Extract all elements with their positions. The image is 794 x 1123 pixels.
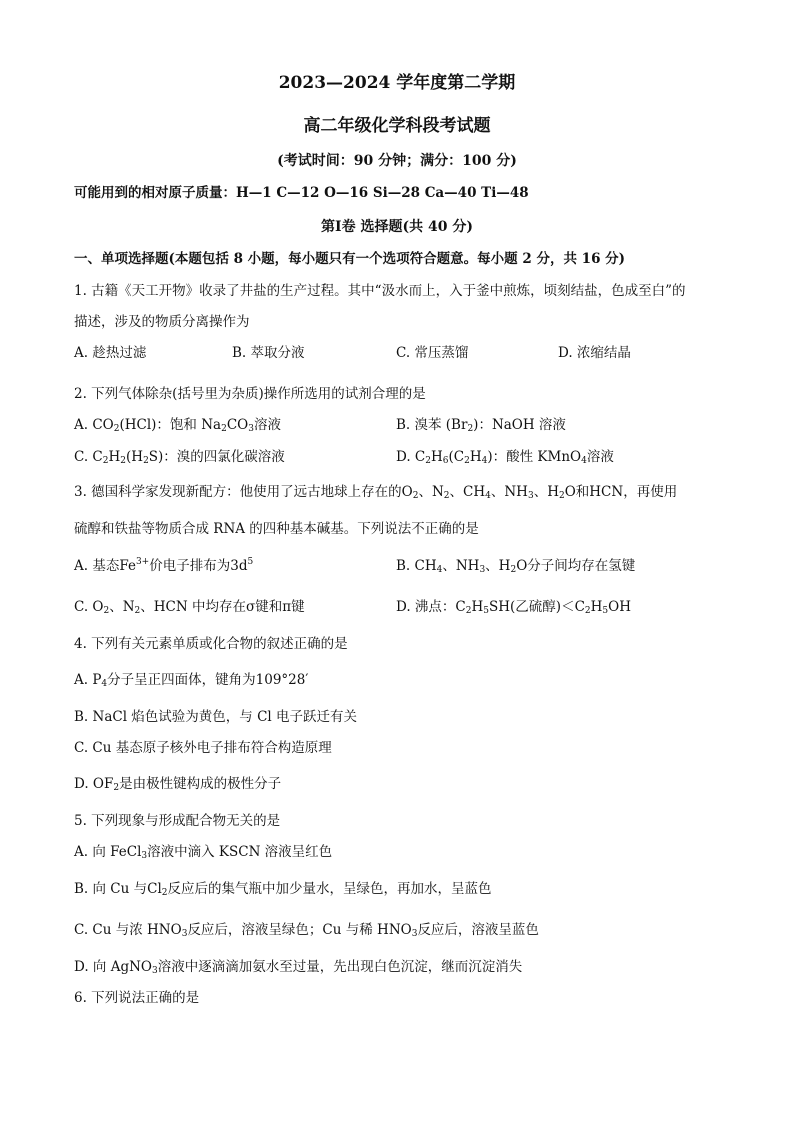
q3-option-b: B. $CH_4$、$NH_3$、$H_2O$分子间均存在氢键	[396, 558, 636, 575]
q1-option-c: C. 常压蒸馏	[396, 345, 469, 361]
q2-option-b: B. 溴苯 $(Br_2)$：NaOH 溶液	[396, 417, 566, 434]
q2-option-a: A. $CO_2(HCl)$：饱和 $Na_2CO_3$溶液	[74, 417, 281, 434]
q5-option-b: B. 向 Cu 与$Cl_2$反应后的集气瓶中加少量水，呈绿色，再加水，呈蓝色	[74, 881, 492, 898]
section-title: 第Ⅰ卷 选择题(共 40 分)	[321, 219, 473, 235]
q2-option-c: C. $C_2H_2(H_2S)$：溴的四氯化碳溶液	[74, 449, 285, 466]
q1-option-d: D. 浓缩结晶	[558, 345, 631, 361]
q5-option-c: C. Cu 与浓 $HNO_3$反应后，溶液呈绿色；Cu 与稀 $HNO_3$反应后，溶液呈蓝色	[74, 922, 539, 939]
q4-option-c: C. Cu 基态原子核外电子排布符合构造原理	[74, 740, 332, 756]
q1-stem-line2: 描述，涉及的物质分离操作为	[74, 314, 250, 330]
q2-option-d: D. $C_2H_6(C_2H_4)$：酸性 KMnO$_4$溶液	[396, 449, 614, 466]
q1-option-b: B. 萃取分液	[232, 345, 305, 361]
q4-option-b: B. NaCl 焰色试验为黄色，与 Cl 电子跃迁有关	[74, 709, 358, 725]
q3-option-d: D. 沸点：$C_2H_5SH$(乙硫醇)$<C_2H_5OH$	[396, 599, 631, 616]
atomic-mass-line: 可能用到的相对原子质量：H—1 C—12 O—16 Si—28 Ca—40 Ti—48	[74, 185, 529, 201]
q2-stem: 2. 下列气体除杂(括号里为杂质)操作所选用的试剂合理的是	[74, 386, 426, 402]
q5-option-d: D. 向 AgNO$_3$溶液中逐滴滴加氨水至过量，先出现白色沉淀，继而沉淀消失	[74, 959, 523, 976]
q4-option-a: A. $P_4$分子呈正四面体，键角为109°28′	[74, 672, 309, 689]
q4-stem: 4. 下列有关元素单质或化合物的叙述正确的是	[74, 636, 348, 652]
q3-option-a: A. 基态$Fe^{3+}$价电子排布为$3d^5$	[74, 557, 254, 574]
part-one-instructions: 一、单项选择题(本题包括 8 小题，每小题只有一个选项符合题意。每小题 2 分，共 16 分)	[74, 251, 626, 267]
q1-option-a: A. 趁热过滤	[74, 345, 147, 361]
exam-info: (考试时间：90 分钟；满分：100 分)	[277, 153, 517, 169]
school-year-heading: 2023—2024 学年度第二学期	[278, 73, 516, 93]
q3-stem-line2: 硫醇和铁盐等物质合成 RNA 的四种基本碱基。下列说法不正确的是	[74, 521, 479, 537]
q5-option-a: A. 向 FeCl$_3$溶液中滴入 KSCN 溶液呈红色	[74, 844, 333, 861]
q5-stem: 5. 下列现象与形成配合物无关的是	[74, 813, 281, 829]
q6-stem: 6. 下列说法正确的是	[74, 990, 200, 1006]
q3-stem-line1: 3. 德国科学家发现新配方：他使用了远古地球上存在的$O_2$、$N_2$、$CH_4$、$NH_3$、$H_2O$和HCN，再使用	[74, 484, 678, 501]
q1-stem-line1: 1. 古籍《天工开物》收录了井盐的生产过程。其中“汲水而上，入于釜中煎炼，顷刻结盐，色成至白”的	[74, 283, 686, 299]
q4-option-d: D. $OF_2$是由极性键构成的极性分子	[74, 776, 282, 793]
q3-option-c: C. $O_2$、$N_2$、HCN 中均存在σ键和π键	[74, 599, 305, 616]
exam-title: 高二年级化学科段考试题	[303, 116, 491, 136]
